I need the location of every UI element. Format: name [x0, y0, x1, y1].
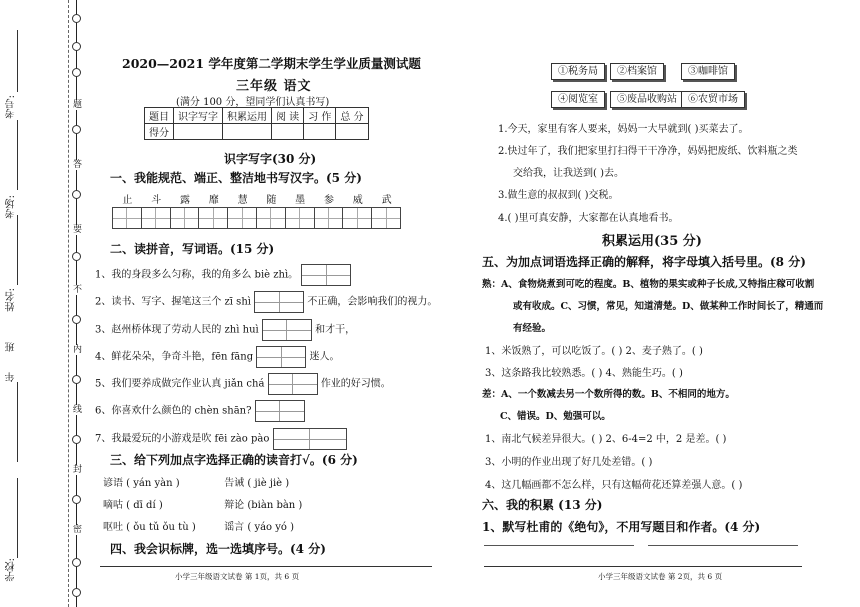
q4-title: 四、我会识标牌，选一选填序号。(4 分) [110, 542, 326, 556]
binding-hole [72, 125, 81, 134]
section-literacy-title: 识字写字(30 分) [224, 152, 317, 166]
q5-cha-definition: C、错误。D、勉强可以。 [500, 411, 611, 422]
score-header-cell: 积累运用 [223, 108, 272, 124]
q1-char: 随 [266, 195, 277, 206]
sign-cafe: ③咖啡馆 [681, 63, 735, 80]
binding-hole [72, 315, 81, 324]
name-label: 姓名: [6, 288, 17, 312]
q2-item-text: 4、鲜花朵朵，争奇斗艳，fēn fāng [95, 351, 254, 363]
q1-char-list [113, 191, 401, 206]
q2-item-text: 7、我最爱玩的小游戏是吹 fēi zào pào [95, 433, 270, 445]
q2-answer-box[interactable] [262, 319, 312, 341]
footer-left: 小学三年级语文试卷 第 1页，共 6 页 [175, 572, 300, 581]
seal-char: 内 [73, 345, 83, 355]
q1-char: 威 [352, 195, 363, 206]
score-cell[interactable] [304, 124, 336, 140]
exam-title: 2020—2021 学年度第二学期末学生学业质量测试题 [122, 56, 421, 71]
score-cell[interactable] [174, 124, 223, 140]
q1-char: 斗 [151, 195, 162, 206]
q2-item [95, 264, 351, 286]
q5-title: 五、为加点词语选择正确的解释，将字母填入括号里。(8 分) [482, 255, 806, 269]
q4-question: 1.今天，家里有客人要来，妈妈一大早就到( )买菜去了。 [498, 124, 749, 135]
score-cell[interactable] [336, 124, 368, 140]
q3-row [103, 474, 289, 489]
sign-reading-room: ④阅览室 [551, 91, 605, 108]
q5-cha-definition: 差：A、一个数减去另一个数所得的数。B、不相同的地方。 [482, 389, 735, 400]
q2-item-text: 6、你喜欢什么颜色的 chèn shān? [95, 405, 252, 417]
q3-title: 三、给下列加点字选择正确的读音打√。(6 分) [110, 453, 358, 467]
school-label: 学校: [6, 558, 17, 582]
answer-line[interactable] [648, 545, 798, 546]
q3-option[interactable]: 嘀咕 ( dī dí ) [103, 500, 163, 511]
score-cell[interactable] [272, 124, 304, 140]
q1-char: 慧 [237, 195, 248, 206]
q4-question: 4.( )里可真安静，大家都在认真地看书。 [498, 213, 679, 224]
q2-item-text-post: 和才干， [315, 324, 356, 336]
q2-answer-box[interactable] [255, 400, 305, 422]
exam-subtitle: 三年级 语文 [236, 79, 312, 94]
score-header-cell: 题目 [145, 108, 174, 124]
q2-answer-box[interactable] [256, 346, 306, 368]
exam-room-blank [17, 120, 18, 190]
q5-cha-question: 4、这几幅画都不怎么样，只有这幅荷花还算差强人意。( ) [485, 480, 743, 491]
q1-char: 武 [381, 195, 392, 206]
binding-margin [0, 0, 92, 607]
seal-char: 线 [73, 405, 83, 415]
score-table [144, 107, 369, 140]
q2-item [95, 291, 437, 313]
q3-option[interactable]: 呕吐 ( ǒu tǔ ǒu tù ) [103, 522, 196, 533]
school-blank [17, 478, 18, 558]
q1-writing-grid[interactable] [113, 207, 401, 229]
seal-char: 题 [73, 100, 83, 110]
q4-question: 3.做生意的叔叔到( )交税。 [498, 190, 619, 201]
q2-item-text: 2、读书、写字、握笔这三个 zī shì [95, 296, 251, 308]
score-cell[interactable] [223, 124, 272, 140]
q1-char: 露 [179, 195, 190, 206]
binding-hole [72, 375, 81, 384]
q3-option[interactable]: 辩论 (biàn bàn ) [224, 500, 303, 511]
q1-char: 靡 [208, 195, 219, 206]
binding-line [76, 0, 77, 607]
score-header-cell: 总 分 [336, 108, 368, 124]
grade-class-blank [17, 382, 18, 462]
q2-item-text-post: 不正确，会影响我们的视力。 [307, 296, 438, 308]
score-header-cell: 识字写字 [174, 108, 223, 124]
q1-char: 止 [122, 195, 133, 206]
sign-farmers-market: ⑥农贸市场 [681, 91, 745, 108]
q2-item-text: 1、我的身段多么匀称，我的角多么 biè zhì。 [95, 269, 299, 281]
q2-answer-box[interactable] [268, 373, 318, 395]
q2-item [95, 400, 305, 422]
section-accumulation-title: 积累运用(35 分) [602, 234, 702, 249]
q6-title: 六、我的积累 (13 分) [482, 498, 603, 512]
footer-rule-left [100, 566, 432, 567]
q2-answer-box[interactable] [301, 264, 351, 286]
q5-cha-question: 3、小明的作业出现了好几处差错。( ) [485, 457, 653, 468]
q5-cha-question: 1、南北气候差异很大。( ) 2、6-4=2 中，2 是差。( ) [485, 434, 727, 445]
score-header-cell: 阅 读 [272, 108, 304, 124]
score-header-cell: 习 作 [304, 108, 336, 124]
seal-char: 要 [73, 225, 83, 235]
q5-shu-question: 1、米饭熟了，可以吃饭了。( ) 2、麦子熟了。( ) [485, 346, 703, 357]
binding-hole [72, 14, 81, 23]
q6-sub1: 1、默写杜甫的《绝句》，不用写题目和作者。(4 分) [482, 520, 761, 534]
binding-hole [72, 588, 81, 597]
q2-item-text: 3、赵州桥体现了劳动人民的 zhì huì [95, 324, 259, 336]
score-value-row [145, 124, 369, 140]
sign-tax-office: ①税务局 [551, 63, 605, 80]
class-label: 班 [6, 342, 17, 352]
q1-char: 参 [323, 195, 334, 206]
q3-option[interactable]: 谣言 ( yáo yó ) [224, 522, 295, 533]
q1-char: 墨 [295, 195, 306, 206]
q4-question: 交给我，让我送到( )去。 [513, 168, 624, 179]
q5-shu-definition: 或有收成。C、习惯，常见，知道清楚。D、做某种工作时间长了，精通而 [513, 301, 824, 312]
q2-item-text-post: 迷人。 [309, 351, 340, 363]
q2-item [95, 319, 355, 341]
answer-line[interactable] [484, 545, 634, 546]
binding-hole [72, 495, 81, 504]
exam-no-blank [17, 30, 18, 92]
exam-no-label: 考号: [6, 95, 17, 119]
binding-hole [72, 435, 81, 444]
q5-shu-definition: 熟：A、食物烧煮到可吃的程度。B、植物的果实或种子长成,又特指庄稼可收割 [482, 279, 815, 290]
footer-right: 小学三年级语文试卷 第 2页，共 6 页 [598, 572, 723, 581]
exam-room-label: 考场: [6, 195, 17, 219]
seal-char: 密 [73, 525, 83, 535]
q3-option[interactable]: 谚语 ( yán yàn ) [103, 478, 180, 489]
q4-question: 2.快过年了，我们把家里打扫得干干净净，妈妈把废纸、饮料瓶之类 [498, 146, 798, 157]
binding-hole [72, 190, 81, 199]
seal-char: 答 [73, 160, 83, 170]
q5-shu-question: 3、这条路我比较熟悉。( ) 4、熟能生巧。( ) [485, 368, 683, 379]
seal-char: 不 [73, 285, 83, 295]
binding-hole [72, 68, 81, 77]
footer-rule-right [484, 566, 802, 567]
q2-answer-box[interactable] [273, 428, 347, 450]
binding-hole [72, 42, 81, 51]
q5-shu-definition: 有经验。 [513, 323, 552, 334]
q3-option[interactable]: 告诫 ( jiè jiè ) [224, 478, 290, 489]
q2-item [95, 428, 347, 450]
sign-archives: ②档案馆 [610, 63, 664, 80]
grade-label: 年 [6, 372, 17, 382]
q2-answer-box[interactable] [254, 291, 304, 313]
fold-dash-line [68, 0, 69, 607]
sign-recycling: ⑤废品收购站 [610, 91, 684, 108]
seal-char: 封 [73, 465, 83, 475]
q1-title: 一、我能规范、端正、整洁地书写汉字。(5 分) [110, 171, 362, 185]
name-blank [17, 215, 18, 285]
q2-title: 二、读拼音，写词语。(15 分) [110, 242, 275, 256]
binding-hole [72, 252, 81, 261]
exam-note: (满分 100 分，望同学们认真书写) [176, 97, 330, 108]
q2-item [95, 373, 391, 395]
q3-row [103, 496, 302, 511]
q2-item [95, 346, 339, 368]
binding-hole [72, 558, 81, 567]
q2-item-text: 5、我们要养成做完作业认真 jiǎn chá [95, 378, 265, 390]
score-row-label: 得分 [145, 124, 174, 140]
score-header-row [145, 108, 369, 124]
q3-row [103, 518, 294, 533]
q2-item-text-post: 作业的好习惯。 [320, 378, 391, 390]
